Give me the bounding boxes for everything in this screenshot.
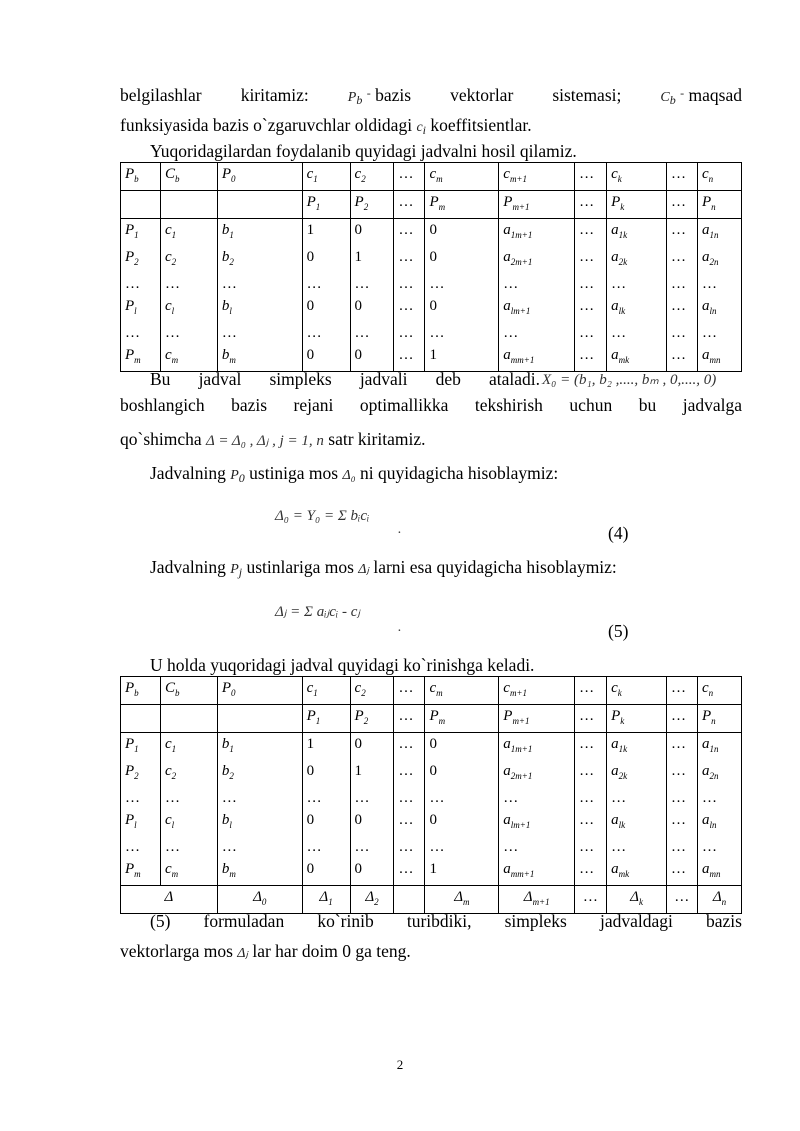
table-cell: … bbox=[667, 705, 698, 733]
table-cell: $P_l$ bbox=[121, 809, 161, 836]
table-cell: $P_2$ bbox=[350, 191, 394, 219]
table-cell: … bbox=[121, 787, 161, 809]
table-cell: … bbox=[302, 322, 350, 344]
table-cell: … bbox=[302, 836, 350, 858]
table-cell: $b_m$ bbox=[217, 858, 302, 886]
table-cell: … bbox=[217, 787, 302, 809]
table-cell: … bbox=[575, 246, 607, 273]
delta-cell: $\Delta_0$ bbox=[217, 886, 302, 914]
delta-cell: $\Delta_{m+1}$ bbox=[499, 886, 575, 914]
table-cell: … bbox=[350, 273, 394, 295]
table-cell: … bbox=[394, 836, 425, 858]
table-cell: $P_b$ bbox=[121, 677, 161, 705]
table-cell: 0 bbox=[302, 760, 350, 787]
table-cell: $a_{ln}$ bbox=[697, 809, 741, 836]
table-header-row bbox=[121, 191, 742, 219]
table-cell: … bbox=[575, 809, 607, 836]
formula-5: Δⱼ = Σ aᵢⱼcᵢ - cⱼ bbox=[275, 604, 361, 620]
table-cell: $C_b$ bbox=[160, 677, 217, 705]
table-cell: 1 bbox=[350, 760, 394, 787]
table-cell bbox=[121, 191, 161, 219]
table-cell: … bbox=[394, 858, 425, 886]
para4: Jadvalning P0 ustiniga mos Δ₀ ni quyidagicha hisoblaymiz: bbox=[150, 463, 559, 485]
table-cell: … bbox=[160, 322, 217, 344]
table-cell: … bbox=[394, 677, 425, 705]
table-cell: … bbox=[302, 787, 350, 809]
table-cell: … bbox=[499, 787, 575, 809]
table-cell: … bbox=[350, 322, 394, 344]
table-cell: $P_{m+1}$ bbox=[499, 191, 575, 219]
table-cell: … bbox=[697, 836, 741, 858]
table-cell: $a_{1m+1}$ bbox=[499, 219, 575, 247]
table-cell: $a_{lm+1}$ bbox=[499, 809, 575, 836]
simplex-table-2 bbox=[120, 676, 742, 914]
table-cell: … bbox=[575, 705, 607, 733]
table-cell: … bbox=[667, 787, 698, 809]
table-cell: … bbox=[425, 836, 499, 858]
table-cell: … bbox=[302, 273, 350, 295]
table-cell: 0 bbox=[425, 295, 499, 322]
para7-line2: vektorlarga mos Δⱼ lar har doim 0 ga teng. bbox=[120, 941, 411, 961]
table-cell: … bbox=[667, 809, 698, 836]
table-cell: … bbox=[575, 677, 607, 705]
table-cell: $a_{lk}$ bbox=[607, 295, 667, 322]
table-cell: … bbox=[667, 191, 698, 219]
word: belgilashlar bbox=[120, 85, 202, 105]
table-cell: … bbox=[217, 836, 302, 858]
table-cell bbox=[121, 705, 161, 733]
table-row bbox=[121, 836, 742, 858]
table-cell: $c_1$ bbox=[302, 677, 350, 705]
table-cell: … bbox=[217, 273, 302, 295]
table-cell: $c_n$ bbox=[697, 163, 741, 191]
para1-line2: funksiyasida bazis o`zgaruvchlar oldidagi ci koeffitsientlar. bbox=[120, 115, 532, 137]
table-cell: … bbox=[575, 760, 607, 787]
table-cell: $a_{1m+1}$ bbox=[499, 733, 575, 761]
table-cell: $C_b$ bbox=[160, 163, 217, 191]
table-cell: 1 bbox=[425, 858, 499, 886]
para7-line1: (5) formuladan ko`rinib turibdiki, simpleks jadvaldagi bazis bbox=[150, 911, 742, 931]
para3-line3: qo`shimcha Δ = Δ₀ , Δⱼ , j = 1, n satr kiritamiz. bbox=[120, 429, 426, 449]
table-cell: … bbox=[667, 246, 698, 273]
table-cell: $c_1$ bbox=[160, 733, 217, 761]
table-cell: $b_2$ bbox=[217, 760, 302, 787]
table-cell: … bbox=[350, 836, 394, 858]
table-cell: $a_{ln}$ bbox=[697, 295, 741, 322]
table-cell bbox=[160, 191, 217, 219]
table-cell: 0 bbox=[425, 219, 499, 247]
table-cell: 1 bbox=[350, 246, 394, 273]
table-cell: $a_{2m+1}$ bbox=[499, 246, 575, 273]
table-cell: $P_m$ bbox=[425, 705, 499, 733]
table-cell: 0 bbox=[350, 858, 394, 886]
table-cell: … bbox=[499, 322, 575, 344]
table-row bbox=[121, 760, 742, 787]
table-cell: … bbox=[667, 344, 698, 372]
table-cell: $c_{m+1}$ bbox=[499, 677, 575, 705]
table-row bbox=[121, 246, 742, 273]
table-cell: 0 bbox=[302, 858, 350, 886]
table-cell: … bbox=[121, 836, 161, 858]
delta-definition: Δ = Δ₀ , Δⱼ , j = 1, n bbox=[206, 433, 324, 449]
table-cell: $P_2$ bbox=[121, 760, 161, 787]
table-cell: 0 bbox=[302, 344, 350, 372]
table-cell: … bbox=[217, 322, 302, 344]
table-cell: … bbox=[575, 733, 607, 761]
delta-cell: $\Delta_m$ bbox=[425, 886, 499, 914]
table-cell: $P_{m+1}$ bbox=[499, 705, 575, 733]
table-cell: … bbox=[697, 273, 741, 295]
table-cell: … bbox=[350, 787, 394, 809]
table-cell: … bbox=[394, 809, 425, 836]
table-cell: … bbox=[667, 295, 698, 322]
table-cell: … bbox=[667, 677, 698, 705]
table-cell: … bbox=[425, 273, 499, 295]
para3-line2: boshlangich bazis rejani optimallikka tekshirish uchun bu jadvalga bbox=[120, 395, 742, 415]
table-cell: 1 bbox=[302, 219, 350, 247]
table-cell: … bbox=[607, 836, 667, 858]
word: vektorlar bbox=[450, 85, 514, 105]
table-cell: $a_{mm+1}$ bbox=[499, 344, 575, 372]
table-cell: $b_1$ bbox=[217, 733, 302, 761]
table-cell: $a_{1k}$ bbox=[607, 219, 667, 247]
table-cell: … bbox=[667, 219, 698, 247]
table-cell: … bbox=[575, 787, 607, 809]
table-cell: $P_2$ bbox=[121, 246, 161, 273]
table-row bbox=[121, 219, 742, 247]
table-cell: … bbox=[394, 322, 425, 344]
table-cell: $P_n$ bbox=[697, 191, 741, 219]
table-cell: $P_m$ bbox=[425, 191, 499, 219]
table-cell: $c_m$ bbox=[160, 344, 217, 372]
table-cell bbox=[160, 705, 217, 733]
para1-line1 bbox=[120, 84, 742, 109]
table-cell: $b_1$ bbox=[217, 219, 302, 247]
para5: Jadvalning Pj ustinlariga mos Δⱼ larni esa quyidagicha hisoblaymiz: bbox=[150, 557, 617, 579]
table-cell: … bbox=[667, 322, 698, 344]
table-cell: $P_b$ bbox=[121, 163, 161, 191]
delta-cell: … bbox=[667, 886, 698, 914]
table-cell: … bbox=[394, 191, 425, 219]
table-cell: $c_2$ bbox=[350, 163, 394, 191]
table-cell: $P_1$ bbox=[121, 733, 161, 761]
table-cell: $P_1$ bbox=[302, 705, 350, 733]
table-cell: … bbox=[425, 322, 499, 344]
formula-4: Δ₀ = Y₀ = Σ bᵢcᵢ bbox=[275, 508, 370, 524]
table-cell: $P_n$ bbox=[697, 705, 741, 733]
table-cell: 0 bbox=[350, 295, 394, 322]
table-cell: $P_1$ bbox=[121, 219, 161, 247]
table-cell: $c_{m+1}$ bbox=[499, 163, 575, 191]
table-cell: … bbox=[121, 273, 161, 295]
table-header-row bbox=[121, 163, 742, 191]
table-header-row bbox=[121, 705, 742, 733]
table-cell: … bbox=[394, 705, 425, 733]
table-cell: 0 bbox=[302, 295, 350, 322]
table-cell: $P_m$ bbox=[121, 344, 161, 372]
table-cell: $a_{2k}$ bbox=[607, 760, 667, 787]
table-cell: … bbox=[607, 787, 667, 809]
table-cell: … bbox=[575, 191, 607, 219]
delta-cell: Δ bbox=[121, 886, 218, 914]
table-cell: … bbox=[575, 295, 607, 322]
table-cell: … bbox=[575, 836, 607, 858]
table-cell: … bbox=[394, 273, 425, 295]
table-cell: $a_{mk}$ bbox=[607, 344, 667, 372]
table-cell: 0 bbox=[425, 246, 499, 273]
table-cell: $a_{mk}$ bbox=[607, 858, 667, 886]
table-cell: $a_{mm+1}$ bbox=[499, 858, 575, 886]
cb-symbol: Cb - maqsad bbox=[660, 85, 742, 107]
table-cell: $a_{mn}$ bbox=[697, 344, 741, 372]
table-cell: 0 bbox=[425, 760, 499, 787]
table-cell: $c_m$ bbox=[425, 677, 499, 705]
equation-number-5: (5) bbox=[608, 621, 629, 641]
table-cell: 0 bbox=[350, 733, 394, 761]
table-cell: … bbox=[499, 273, 575, 295]
table-cell: $c_n$ bbox=[697, 677, 741, 705]
table-cell: … bbox=[667, 760, 698, 787]
table-cell: 1 bbox=[302, 733, 350, 761]
delta-cell: $\Delta_2$ bbox=[350, 886, 394, 914]
delta-cell: $\Delta_1$ bbox=[302, 886, 350, 914]
x0-formula: X₀ = (b₁, b₂ ,...., bₘ , 0,...., 0) bbox=[542, 372, 717, 388]
table-cell: … bbox=[667, 836, 698, 858]
table-cell: … bbox=[160, 836, 217, 858]
table-cell: … bbox=[607, 322, 667, 344]
table-cell: … bbox=[394, 295, 425, 322]
table-cell: $a_{2n}$ bbox=[697, 246, 741, 273]
table-row bbox=[121, 787, 742, 809]
table-cell: … bbox=[394, 246, 425, 273]
table-cell: $b_l$ bbox=[217, 809, 302, 836]
equation-number-4: (4) bbox=[608, 523, 629, 543]
table-cell: … bbox=[667, 163, 698, 191]
table-cell: $P_0$ bbox=[217, 677, 302, 705]
table-cell: 0 bbox=[350, 344, 394, 372]
table-row bbox=[121, 273, 742, 295]
table-cell: … bbox=[394, 787, 425, 809]
table-cell: $a_{2n}$ bbox=[697, 760, 741, 787]
table-cell: … bbox=[575, 273, 607, 295]
table-cell: $a_{mn}$ bbox=[697, 858, 741, 886]
table-cell: … bbox=[607, 273, 667, 295]
table-cell: 0 bbox=[350, 809, 394, 836]
table-cell: $P_k$ bbox=[607, 705, 667, 733]
table-cell: $P_k$ bbox=[607, 191, 667, 219]
delta-cell: $\Delta_n$ bbox=[697, 886, 741, 914]
word: kiritamiz: bbox=[240, 85, 309, 105]
para2: Yuqoridagilardan foydalanib quyidagi jadvalni hosil qilamiz. bbox=[150, 141, 577, 161]
table-row bbox=[121, 809, 742, 836]
table-cell: $c_2$ bbox=[350, 677, 394, 705]
table-cell: 0 bbox=[350, 219, 394, 247]
table-cell: … bbox=[160, 787, 217, 809]
table-cell: $a_{1n}$ bbox=[697, 219, 741, 247]
table-cell bbox=[217, 705, 302, 733]
table-cell: … bbox=[394, 733, 425, 761]
table-cell: … bbox=[394, 344, 425, 372]
table-cell: … bbox=[160, 273, 217, 295]
table-cell: 0 bbox=[302, 809, 350, 836]
table-cell: … bbox=[697, 322, 741, 344]
table-cell bbox=[217, 191, 302, 219]
table-row bbox=[121, 858, 742, 886]
table-cell: … bbox=[394, 760, 425, 787]
table-cell: $b_2$ bbox=[217, 246, 302, 273]
table-cell: … bbox=[575, 322, 607, 344]
page-number: 2 bbox=[396, 1057, 404, 1072]
table-cell: $a_{2k}$ bbox=[607, 246, 667, 273]
table-cell: $c_m$ bbox=[160, 858, 217, 886]
para6: U holda yuqoridagi jadval quyidagi ko`rinishga keladi. bbox=[150, 655, 535, 675]
table-cell: $a_{lm+1}$ bbox=[499, 295, 575, 322]
table-cell: … bbox=[121, 322, 161, 344]
table-cell: $c_k$ bbox=[607, 163, 667, 191]
pb-symbol: Pb - bazis bbox=[347, 85, 412, 107]
table-cell: $P_1$ bbox=[302, 191, 350, 219]
table-cell: $P_l$ bbox=[121, 295, 161, 322]
table-cell: 0 bbox=[302, 246, 350, 273]
table-cell: $P_2$ bbox=[350, 705, 394, 733]
simplex-table-1 bbox=[120, 162, 742, 372]
table-cell: $a_{1n}$ bbox=[697, 733, 741, 761]
table-row bbox=[121, 733, 742, 761]
delta-cell: … bbox=[575, 886, 607, 914]
table-cell: $b_m$ bbox=[217, 344, 302, 372]
table-cell: 0 bbox=[425, 809, 499, 836]
table-cell: … bbox=[667, 858, 698, 886]
table-cell: $c_1$ bbox=[160, 219, 217, 247]
table-cell: $c_2$ bbox=[160, 760, 217, 787]
table-cell: $c_1$ bbox=[302, 163, 350, 191]
table-row bbox=[121, 295, 742, 322]
table-cell: … bbox=[425, 787, 499, 809]
table-cell: … bbox=[667, 733, 698, 761]
table-cell: $c_k$ bbox=[607, 677, 667, 705]
table-cell: … bbox=[667, 273, 698, 295]
table-cell: $c_m$ bbox=[425, 163, 499, 191]
table-row bbox=[121, 322, 742, 344]
table-cell: … bbox=[575, 163, 607, 191]
table-cell: $c_l$ bbox=[160, 809, 217, 836]
table-cell: … bbox=[394, 163, 425, 191]
table-cell: $P_m$ bbox=[121, 858, 161, 886]
word: sistemasi; bbox=[552, 85, 622, 105]
table-cell: $a_{1k}$ bbox=[607, 733, 667, 761]
table-cell: … bbox=[697, 787, 741, 809]
table-cell: $a_{lk}$ bbox=[607, 809, 667, 836]
table-cell: … bbox=[575, 219, 607, 247]
para3-line1: Bu jadval simpleks jadvali deb ataladi. bbox=[150, 369, 540, 389]
table-cell: … bbox=[394, 219, 425, 247]
table-cell: 1 bbox=[425, 344, 499, 372]
table-cell: 0 bbox=[425, 733, 499, 761]
table-cell: $c_l$ bbox=[160, 295, 217, 322]
table-cell: … bbox=[499, 836, 575, 858]
table-cell: $a_{2m+1}$ bbox=[499, 760, 575, 787]
table-cell: $b_l$ bbox=[217, 295, 302, 322]
table-header-row bbox=[121, 677, 742, 705]
table-cell: $P_0$ bbox=[217, 163, 302, 191]
table-cell: … bbox=[575, 344, 607, 372]
table-cell: $c_2$ bbox=[160, 246, 217, 273]
delta-cell: $\Delta_k$ bbox=[607, 886, 667, 914]
table-cell: … bbox=[575, 858, 607, 886]
